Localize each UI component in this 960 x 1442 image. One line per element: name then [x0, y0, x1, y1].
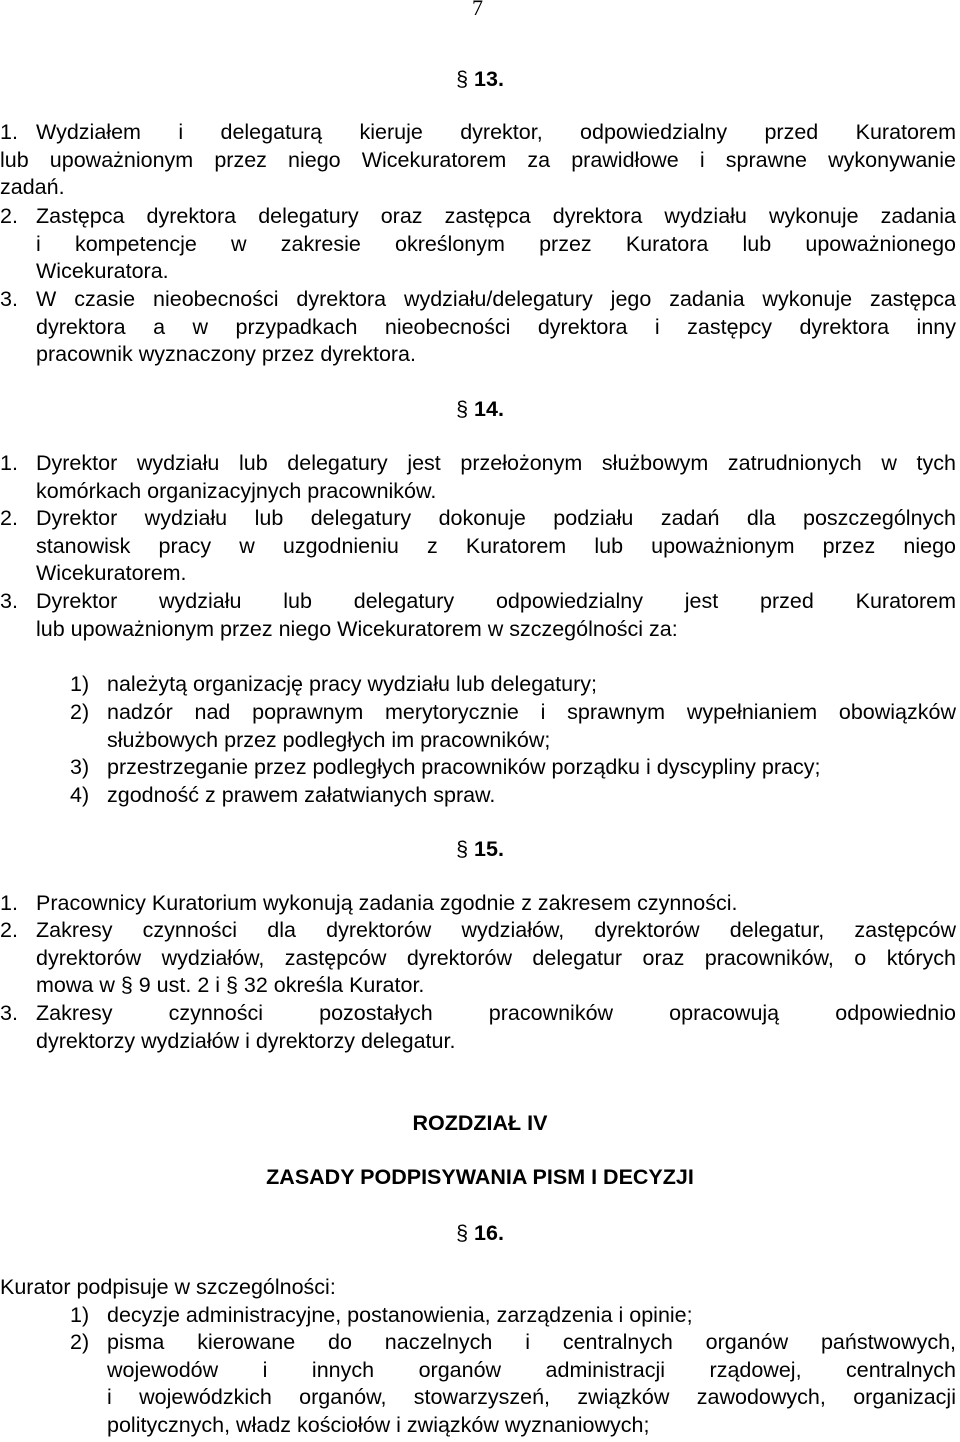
item-number: 2. — [0, 204, 18, 228]
text-line: Wicekuratorem. — [36, 561, 187, 585]
text-line: zadań. — [0, 175, 65, 199]
text-line: mowa w § 9 ust. 2 i § 32 określa Kurator. — [36, 973, 425, 997]
section-sign: § — [456, 67, 469, 91]
s13-item-3 — [0, 286, 956, 369]
s15-item-1 — [0, 890, 956, 918]
subitem-number: 1) — [70, 1303, 90, 1327]
s14-subitem-1 — [0, 671, 956, 699]
s14-subitem-2 — [0, 699, 956, 754]
s15-item-2 — [0, 917, 956, 1000]
text-line: służbowych przez podległych im pracowników; — [107, 727, 551, 752]
section-13-heading — [0, 66, 960, 94]
item-number: 2. — [0, 506, 18, 530]
s14-subitem-4 — [0, 782, 956, 810]
section-number: 14. — [474, 397, 504, 421]
text-line: Dyrektor wydziału lub delegatury dokonuje podziału zadań dla poszczególnych — [36, 506, 956, 530]
chapter-subtitle: ZASADY PODPISYWANIA PISM I DECYZJI — [266, 1165, 694, 1189]
text-line: pisma kierowane do naczelnych i centralnych organów państwowych, — [107, 1330, 956, 1354]
item-number: 3. — [0, 287, 18, 311]
section-sign: § — [456, 397, 469, 421]
subitem-number: 3) — [70, 755, 90, 779]
chapter-title: ROZDZIAŁ IV — [412, 1111, 548, 1135]
text-line: należytą organizację pracy wydziału lub delegatury; — [107, 672, 597, 696]
text-line: Dyrektor wydziału lub delegatury odpowiedzialny jest przed Kuratorem — [36, 589, 956, 613]
text-line: i wojewódzkich organów, stowarzyszeń, związków zawodowych, organizacji — [107, 1385, 956, 1409]
section-number: 16. — [474, 1221, 504, 1245]
text-line: pracownik wyznaczony przez dyrektora. — [36, 342, 416, 366]
text-line: decyzje administracyjne, postanowienia, zarządzenia i opinie; — [107, 1303, 693, 1327]
section-14-heading — [0, 396, 960, 424]
subitem-number: 4) — [70, 783, 90, 807]
text-line: Wicekuratora. — [36, 259, 169, 283]
item-number: 1. — [0, 120, 18, 144]
text-line: Zakresy czynności pozostałych pracowników opracowują odpowiednio — [36, 1001, 956, 1025]
s14-item-1 — [0, 450, 956, 505]
text-line: politycznych, władz kościołów i związków wyznaniowych; — [107, 1412, 650, 1437]
text-line: Zastępca dyrektora delegatury oraz zastępca dyrektora wydziału wykonuje zadania — [36, 204, 956, 228]
text-line: Dyrektor wydziału lub delegatury jest przełożonym służbowym zatrudnionych w tych — [36, 451, 956, 475]
section-sign: § — [456, 1221, 469, 1245]
s14-item-2 — [0, 505, 956, 588]
text-line: stanowisk pracy w uzgodnieniu z Kuratorem lub upoważnionym przez niego — [36, 533, 956, 558]
text-line: wojewodów i innych organów administracji rządowej, centralnych — [107, 1357, 956, 1382]
text-line: i kompetencje w zakresie określonym przez Kuratora lub upoważnionego — [36, 231, 956, 256]
section-sign: § — [456, 837, 469, 861]
section-number: 13. — [474, 67, 504, 91]
text-line: Zakresy czynności dla dyrektorów wydziałów, dyrektorów delegatur, zastępców — [36, 918, 956, 942]
s13-item-1 — [0, 119, 956, 202]
subitem-number: 2) — [70, 1330, 90, 1354]
text-line: Wydziałem i delegaturą kieruje dyrektor, odpowiedzialny przed Kuratorem — [36, 120, 956, 144]
text-line: nadzór nad poprawnym merytorycznie i sprawnym wypełnianiem obowiązków — [107, 700, 956, 724]
s13-item-2 — [0, 203, 956, 286]
text-line: dyrektora a w przypadkach nieobecności dyrektora i zastępcy dyrektora inny — [36, 314, 956, 339]
text-line: przestrzeganie przez podległych pracowników porządku i dyscypliny pracy; — [107, 755, 821, 779]
item-number: 1. — [0, 891, 18, 915]
s14-subitem-3 — [0, 754, 956, 782]
page-number: 7 — [472, 0, 483, 20]
subitem-number: 2) — [70, 700, 90, 724]
text-line: zgodność z prawem załatwianych spraw. — [107, 783, 496, 807]
section-15-heading — [0, 836, 960, 864]
text-line: dyrektorów wydziałów, zastępców dyrektorów delegatur oraz pracowników, o których — [36, 945, 956, 970]
s15-item-3 — [0, 1000, 956, 1055]
item-number: 2. — [0, 918, 18, 942]
text-line: lub upoważnionym przez niego Wicekuratorem za prawidłowe i sprawne wykonywanie — [0, 147, 956, 172]
text-line: dyrektorzy wydziałów i dyrektorzy delegatur. — [36, 1028, 456, 1053]
s14-item-3 — [0, 588, 956, 643]
section-16-heading — [0, 1220, 960, 1248]
text-line: W czasie nieobecności dyrektora wydziału/delegatury jego zadania wykonuje zastępca — [36, 287, 956, 311]
item-number: 1. — [0, 451, 18, 475]
section-number: 15. — [474, 837, 504, 861]
item-number: 3. — [0, 589, 18, 613]
s16-intro: Kurator podpisuje w szczególności: — [0, 1275, 336, 1299]
text-line: lub upoważnionym przez niego Wicekuratorem w szczególności za: — [36, 616, 678, 641]
text-line: komórkach organizacyjnych pracowników. — [36, 478, 437, 503]
s16-subitem-1 — [0, 1302, 956, 1330]
text-line: Pracownicy Kuratorium wykonują zadania zgodnie z zakresem czynności. — [36, 891, 738, 915]
s16-subitem-2 — [0, 1329, 956, 1439]
subitem-number: 1) — [70, 672, 90, 696]
item-number: 3. — [0, 1001, 18, 1025]
